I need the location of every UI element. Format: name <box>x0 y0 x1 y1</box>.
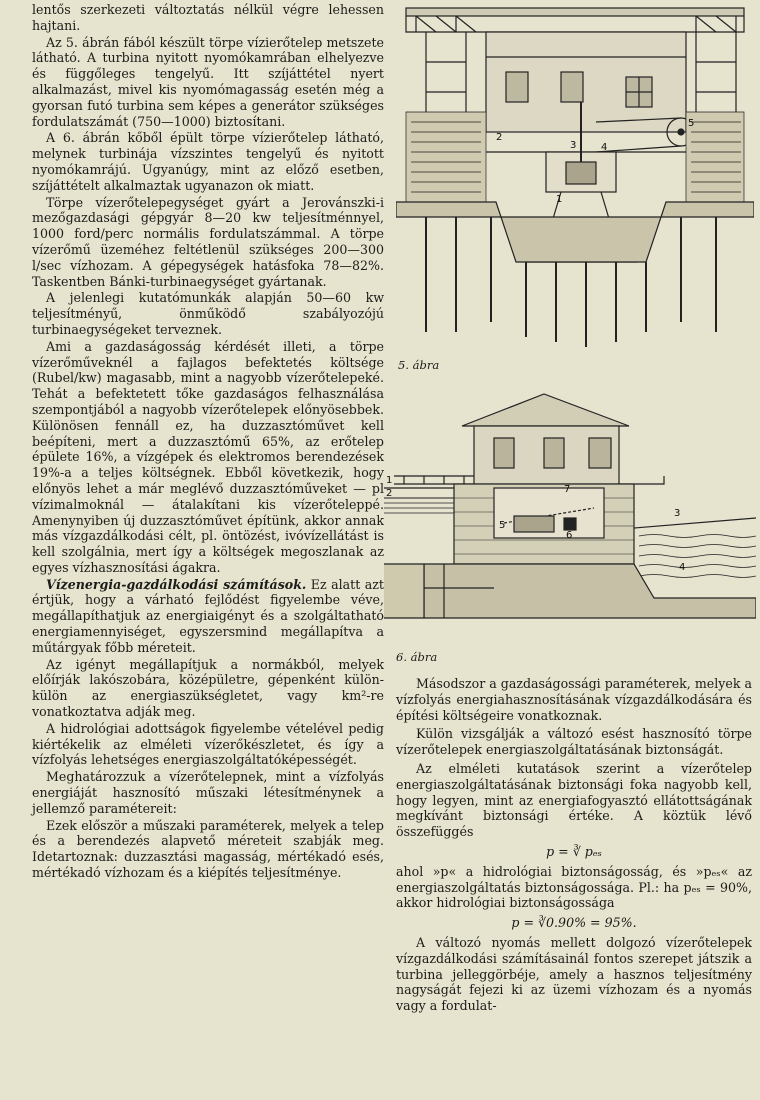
paragraph: Az igényt megállapítjuk a normákból, melyek előírják lakószobára, középületre, gépenként külön-külön az energiaszükségletet, vagy km²-re vonatkoztatva adják meg. <box>32 656 384 720</box>
figure-6-caption: 6. ábra <box>396 650 438 664</box>
paragraph: ahol »p« a hidrológiai biztonságosság, és »pₑₛ« az energiaszolgáltatás biztonságossága. Pl.: ha pₑₛ = 90%, akkor hidrológiai biztonságossága <box>396 863 752 911</box>
svg-text:5: 5 <box>499 520 506 531</box>
formula-2: p = ∛0.90% = 95%. <box>511 915 637 931</box>
paragraph: Az elméleti kutatások szerint a vízerőtelep energiaszolgáltatásának biztonsági foka nagyobb kell, hogy legyen, mint az energiafogyasztó ellátottságának megkívánt biztonsági értéke. A köztük lévő összefüggés <box>396 760 752 840</box>
formula-1: p = ∛ pₑₛ <box>546 843 602 859</box>
svg-text:2: 2 <box>386 488 393 499</box>
figure-5-drawing <box>396 2 754 354</box>
section-heading: Vízenergia-gazdálkodási számítások. <box>46 576 307 592</box>
paragraph: Ami a gazdaságosság kérdését illeti, a törpe vízerőműveknél a fajlagos befektetés költsége (Rubel/kw) magasabb, mint a nagyobb vízerőtelepeké. Tehát a befektetett tőke gazdaságos felhasználása szempontjából a nagyobb vízerőtelepek előnyösebbek. Különösen fennáll ez, ha duzzasztóművet kell beépíteni, mert a duzzasztómű 65%, az erőtelep épülete 16%, a vízgépek és elektromos berendezések 19%-a a teljes költségnek. Ebből következik, hogy előnyös lehet a már meglévő duzzasztóműveket — pl vízimalmoknál — átalakítani kis vízerőteleppé. Amenynyiben új duzzasztóművet építünk, akkor annak más vízgazdálkodási célt, pl. öntözést, ivóvízellátást is kell szolgálnia, mert így a költségek megoszlanak az egyes vízhasznosítási ágakra. <box>32 338 384 575</box>
right-text-column <box>396 676 752 1017</box>
paragraph: Törpe vízerőtelepegységet gyárt a Jerovánszki-i mezőgazdasági gépgyár 8—20 kw teljesítménnyel, 1000 ford/perc normális fordulatszámmal. A törpe vízerőmű üzeméhez feltétlenül szükséges 200—300 l/sec vízhozam. A gépegységek hatásfoka 78—82%. Taskentben Bánki-turbinaegységet gyártanak. <box>32 194 384 289</box>
svg-text:5: 5 <box>688 118 695 129</box>
paragraph: Az 5. ábrán fából készült törpe vízierőtelep metszete látható. A turbina nyitott nyomókamrában elhelyezve és függőleges tengelyű. Itt szíjáttétel nyert alkalmazást, mivel kis nyomómagasság esetén még a gyorsan futó turbina sem képes a generátor szükséges fordulatszámát (750—1000) biztosítani. <box>32 34 384 129</box>
left-text-column <box>32 2 384 882</box>
figure-6-drawing <box>384 388 756 640</box>
paragraph: A 6. ábrán kőből épült törpe vízierőtelep látható, melynek turbinája vízszintes tengelyű és nyitott nyomókamrájú. Ugyanúgy, mint az előző esetben, szíjáttételt alkalmaztak ugyanazon ok miatt. <box>32 130 384 193</box>
paragraph: Ezek először a műszaki paraméterek, melyek a telep és a berendezés alapvető méreteit szabják meg. Idetartoznak: duzzasztási magasság, mértékadó esés, mértékadó vízhozam és a kiépítés teljesítménye. <box>32 817 384 881</box>
svg-text:4: 4 <box>601 142 608 153</box>
paragraph: Meghatározzuk a vízerőtelepnek, mint a vízfolyás energiáját hasznosító műszaki létesítménynek a jellemző paramétereit: <box>32 769 384 816</box>
paragraph: Másodszor a gazdaságossági paraméterek, melyek a vízfolyás energiahasznosításának vízgazdálkodására és építési költségeire vonatkoznak. <box>396 676 752 723</box>
paragraph: A hidrológiai adottságok figyelembe vételével pedig kiértékelik az elméleti vízerőkészletet, és így a vízfolyás lehetséges energiaszolgáltatóképességét. <box>32 720 384 768</box>
svg-text:3: 3 <box>674 508 681 519</box>
svg-text:2: 2 <box>496 132 503 143</box>
svg-text:1: 1 <box>386 475 393 486</box>
svg-text:4: 4 <box>679 562 686 573</box>
section-text: Ez alatt azt értjük, hogy a várható fejlődést figyelembe véve, megállapíthatjuk az energiaigényt és a szolgáltatható energiamennyiséget, egyszersmind megállapítva a műtárgyak főbb méreteit. <box>32 576 384 655</box>
svg-text:7: 7 <box>564 484 571 495</box>
section-paragraph <box>32 577 384 656</box>
svg-text:1: 1 <box>556 194 563 205</box>
paragraph: Külön vizsgálják a változó esést hasznosító törpe vízerőtelepek energiaszolgáltatásának biztonságát. <box>396 726 752 758</box>
svg-text:3: 3 <box>570 140 577 151</box>
figure-5-caption: 5. ábra <box>398 358 440 372</box>
paragraph: A változó nyomás mellett dolgozó vízerőtelepek vízgazdálkodási számításainál fontos szerepet játszik a turbina jelleggörbéje, amely a hasznos teljesítmény nagyságát fejezi ki az üzemi vízhozam és a nyomás vagy a fordulat- <box>396 934 752 1014</box>
svg-text:6: 6 <box>566 530 573 541</box>
paragraph: A jelenlegi kutatómunkák alapján 50—60 kw teljesítményű, önműködő szabályozójú turbinaegységeket terveznek. <box>32 290 384 337</box>
paragraph: lentős szerkezeti változtatás nélkül végre lehessen hajtani. <box>32 2 384 33</box>
